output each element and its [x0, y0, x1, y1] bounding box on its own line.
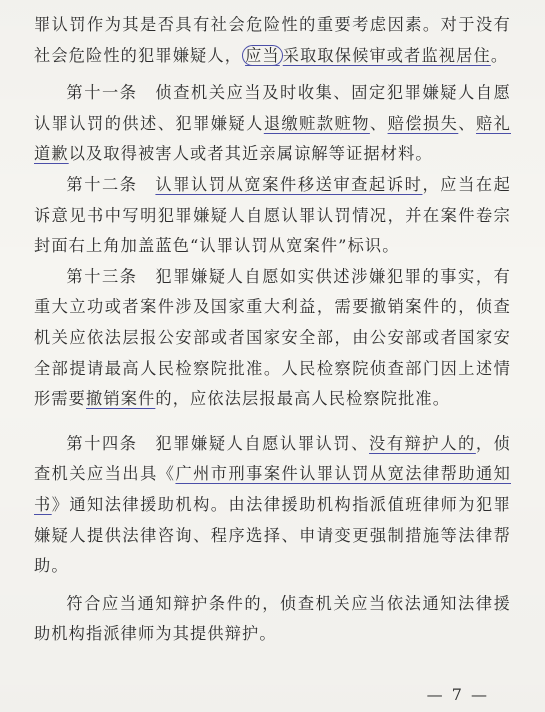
text-segment: 》通知法律援助机构。由法律援助机构指派值班律师为犯罪嫌疑人提供法律咨询、程序选择、申请变更强制措施等法律帮助。	[34, 494, 511, 576]
article-12	[34, 170, 511, 262]
underlined-text: 撤销案件	[86, 389, 156, 409]
paragraph-1	[34, 10, 511, 71]
article-heading: 第十一条	[66, 83, 138, 103]
underlined-text: 广州市刑事案件认罪认罚从宽法律帮助通知书	[34, 464, 511, 514]
paragraph-gap	[34, 71, 511, 78]
text-segment: 、	[369, 113, 388, 133]
final-paragraph	[34, 589, 511, 650]
page-number: — 7 —	[426, 685, 489, 704]
circled-text: 应当	[242, 45, 283, 66]
text-segment: 的，应依法层报最高人民检察院批准。	[155, 389, 451, 409]
article-heading: 第十二条	[66, 174, 138, 194]
text-segment: 。	[490, 45, 509, 65]
text-segment: 符合应当通知辩护条件的，侦查机关应当依法通知法律援助机构指派律师为其提供辩护。	[34, 593, 511, 644]
text-segment: 侦查机关应当及时收集、固定犯罪嫌疑人自愿认罪认罚的供述、犯罪嫌疑人	[34, 83, 511, 133]
underlined-text: 没有辩护人的	[369, 433, 476, 453]
underlined-text: 采取取保候审或者监视居住	[282, 45, 491, 65]
underlined-text: 赔礼道歉	[34, 113, 511, 164]
text-segment: ，应当在起诉意见书中写明犯罪嫌疑人自愿认罪认罚情况，并在案件卷宗封面右上角加盖蓝色“认罪认罚从宽案件”标识。	[34, 174, 512, 256]
text-segment: 罪认罚作为其是否具有社会危险性的重要考虑因素。对于没有社会危险性的犯罪嫌疑人，	[34, 15, 511, 65]
article-11	[34, 78, 511, 170]
paragraph-gap	[34, 582, 511, 589]
article-13	[34, 262, 511, 415]
underlined-text: 认罪认罚从宽案件移送审查起诉时	[155, 174, 423, 194]
article-heading: 第十四条	[66, 433, 138, 453]
text-segment: ，侦查机关应当出具《	[34, 433, 511, 484]
underlined-text: 赔偿损失	[387, 113, 459, 133]
text-segment: 犯罪嫌疑人自愿认罪认罚、	[137, 433, 370, 453]
text-segment: 犯罪嫌疑人自愿如实供述涉嫌犯罪的事实，有重大立功或者案件涉及国家重大利益，需要撤销案件的，侦查机关应依法层报公安部或者国家安全部，由公安部或者国家安全部提请最高人民检察院批准。人民检察院侦查部门因上述情形需要	[34, 266, 511, 409]
underlined-text: 退缴赃款赃物	[263, 113, 370, 133]
text-segment	[138, 175, 156, 194]
text-segment: 以及取得被害人或者其近亲属谅解等证据材料。	[68, 144, 433, 164]
paragraph-gap	[34, 415, 511, 429]
article-14	[34, 429, 511, 582]
text-segment: 、	[458, 113, 476, 133]
article-heading: 第十三条	[66, 266, 138, 286]
